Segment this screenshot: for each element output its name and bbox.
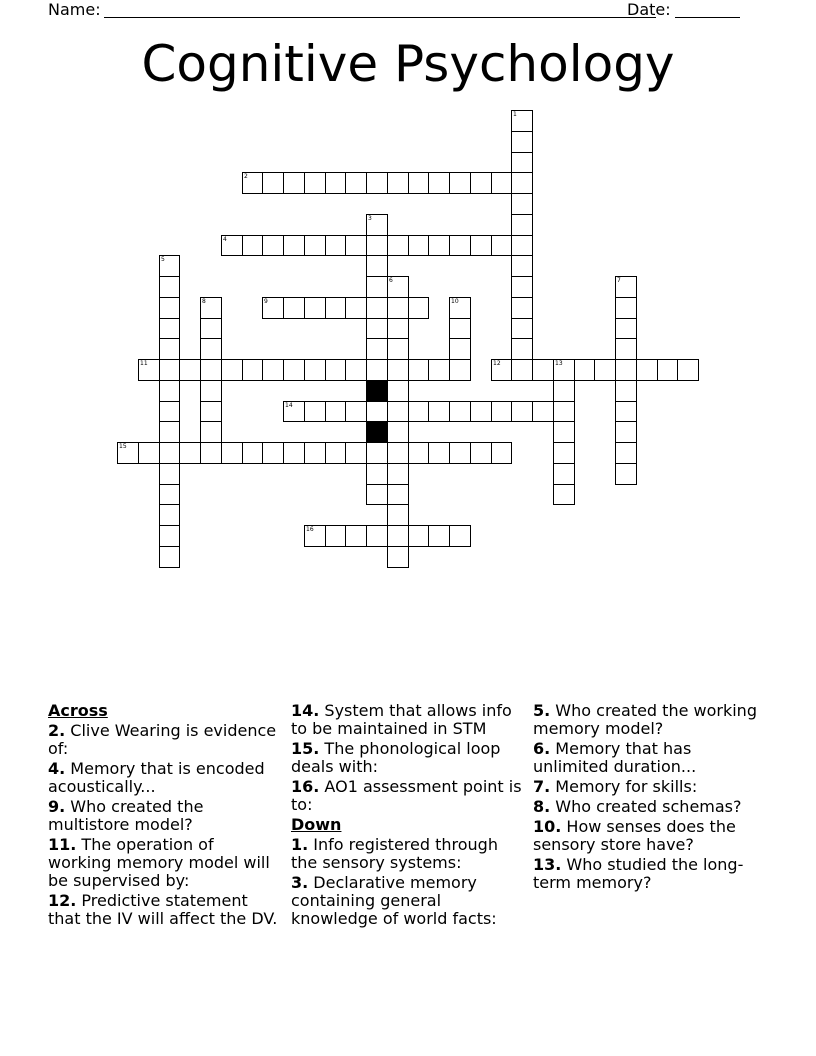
- grid-cell[interactable]: [449, 525, 471, 547]
- name-label: Name:: [48, 0, 101, 19]
- clue-number-label: 13.: [533, 855, 562, 874]
- grid-cell[interactable]: [428, 172, 450, 194]
- clue-text: Memory for skills:: [550, 777, 698, 796]
- clue-text: The operation of working memory model will be supervised by:: [48, 835, 270, 890]
- grid-cell[interactable]: [159, 525, 180, 547]
- clue-text: System that allows info to be maintained in STM: [291, 701, 512, 738]
- grid-cell[interactable]: [366, 338, 388, 360]
- grid-cell[interactable]: [615, 401, 637, 422]
- grid-cell[interactable]: [387, 380, 409, 402]
- clue-number: 1: [513, 111, 517, 118]
- grid-cell[interactable]: [408, 401, 429, 422]
- grid-cell[interactable]: [304, 401, 326, 422]
- grid-cell[interactable]: [262, 297, 284, 319]
- grid-cell[interactable]: [387, 401, 409, 422]
- grid-cell[interactable]: [366, 359, 388, 381]
- clue-item: [291, 874, 523, 928]
- grid-cell[interactable]: [387, 172, 409, 194]
- grid-cell[interactable]: [366, 463, 388, 485]
- grid-cell[interactable]: [491, 359, 512, 381]
- clues-column-1: [48, 702, 280, 930]
- grid-cell[interactable]: [304, 235, 326, 256]
- grid-cell[interactable]: [511, 131, 533, 153]
- grid-cell[interactable]: [345, 172, 367, 194]
- grid-cell[interactable]: [615, 297, 637, 319]
- grid-cell[interactable]: [179, 442, 201, 464]
- clue-text: Memory that is encoded acoustically...: [48, 759, 265, 796]
- clue-number-label: 2.: [48, 721, 66, 740]
- clue-item: [291, 702, 523, 738]
- grid-cell[interactable]: [532, 359, 554, 381]
- grid-cell[interactable]: [387, 421, 409, 443]
- grid-cell[interactable]: [159, 504, 180, 526]
- grid-cell[interactable]: [387, 359, 409, 381]
- grid-cell[interactable]: [511, 359, 533, 381]
- clue-number-label: 16.: [291, 777, 320, 796]
- clue-number-label: 7.: [533, 777, 551, 796]
- grid-cell[interactable]: [159, 421, 180, 443]
- grid-cell[interactable]: [511, 276, 533, 298]
- grid-cell[interactable]: [138, 359, 160, 381]
- grid-cell[interactable]: [387, 463, 409, 485]
- clue-item: [533, 740, 765, 776]
- grid-cell[interactable]: [366, 235, 388, 256]
- grid-cell[interactable]: [200, 318, 222, 339]
- grid-cell[interactable]: [553, 463, 575, 485]
- grid-cell[interactable]: [449, 401, 471, 422]
- clues-column-2: [291, 702, 523, 930]
- black-square: [366, 380, 388, 402]
- grid-cell[interactable]: [345, 359, 367, 381]
- grid-cell[interactable]: [283, 401, 305, 422]
- grid-cell[interactable]: [221, 235, 243, 256]
- clue-item: [291, 836, 523, 872]
- grid-cell[interactable]: [366, 484, 388, 505]
- grid-cell[interactable]: [449, 359, 471, 381]
- grid-cell[interactable]: [615, 359, 637, 381]
- grid-cell[interactable]: [553, 484, 575, 505]
- grid-cell[interactable]: [242, 442, 263, 464]
- grid-cell[interactable]: [657, 359, 678, 381]
- grid-cell[interactable]: [304, 297, 326, 319]
- grid-cell[interactable]: [470, 172, 492, 194]
- grid-cell[interactable]: [117, 442, 139, 464]
- grid-cell[interactable]: [408, 442, 429, 464]
- down-heading: Down: [291, 815, 342, 834]
- grid-cell[interactable]: [325, 359, 346, 381]
- grid-cell[interactable]: [470, 442, 492, 464]
- grid-cell[interactable]: [366, 214, 388, 236]
- grid-cell[interactable]: [387, 338, 409, 360]
- grid-cell[interactable]: [491, 401, 512, 422]
- clue-text: Who created schemas?: [550, 797, 742, 816]
- grid-cell[interactable]: [387, 484, 409, 505]
- grid-cell[interactable]: [574, 359, 595, 381]
- grid-cell[interactable]: [138, 442, 160, 464]
- grid-cell[interactable]: [179, 359, 201, 381]
- grid-cell[interactable]: [200, 401, 222, 422]
- grid-cell[interactable]: [262, 172, 284, 194]
- grid-cell[interactable]: [366, 172, 388, 194]
- grid-cell[interactable]: [511, 401, 533, 422]
- clue-number-label: 14.: [291, 701, 320, 720]
- grid-cell[interactable]: [532, 401, 554, 422]
- clue-text: Who created the working memory model?: [533, 701, 757, 738]
- grid-cell[interactable]: [615, 463, 637, 485]
- grid-cell[interactable]: [553, 380, 575, 402]
- clue-number: 13: [555, 360, 563, 367]
- clue-number: 9: [264, 298, 268, 305]
- grid-cell[interactable]: [304, 525, 326, 547]
- clue-item: [48, 722, 280, 758]
- grid-cell[interactable]: [159, 338, 180, 360]
- grid-cell[interactable]: [200, 380, 222, 402]
- clue-text: Declarative memory containing general knowledge of world facts:: [291, 873, 497, 928]
- grid-cell[interactable]: [491, 442, 512, 464]
- clue-text: Predictive statement that the IV will affect the DV.: [48, 891, 278, 928]
- clue-number-label: 8.: [533, 797, 551, 816]
- grid-cell[interactable]: [511, 110, 533, 132]
- grid-cell[interactable]: [221, 359, 243, 381]
- grid-cell[interactable]: [345, 525, 367, 547]
- grid-cell[interactable]: [387, 276, 409, 298]
- grid-cell[interactable]: [200, 442, 222, 464]
- across-heading: Across: [48, 701, 108, 720]
- clue-item: [48, 798, 280, 834]
- grid-cell[interactable]: [159, 463, 180, 485]
- clue-number: 5: [161, 256, 165, 263]
- black-square: [366, 421, 388, 443]
- grid-cell[interactable]: [159, 380, 180, 402]
- clue-item: [291, 778, 523, 814]
- grid-cell[interactable]: [408, 235, 429, 256]
- grid-cell[interactable]: [221, 442, 243, 464]
- grid-cell[interactable]: [449, 318, 471, 339]
- grid-cell[interactable]: [262, 442, 284, 464]
- grid-cell[interactable]: [449, 338, 471, 360]
- grid-cell[interactable]: [408, 525, 429, 547]
- grid-cell[interactable]: [159, 318, 180, 339]
- grid-cell[interactable]: [159, 359, 180, 381]
- grid-cell[interactable]: [242, 359, 263, 381]
- grid-cell[interactable]: [262, 359, 284, 381]
- clue-number: 4: [223, 236, 227, 243]
- clue-number: 6: [389, 277, 393, 284]
- grid-cell[interactable]: [262, 235, 284, 256]
- grid-cell[interactable]: [159, 276, 180, 298]
- grid-cell[interactable]: [242, 172, 263, 194]
- clue-number: 14: [285, 402, 293, 409]
- grid-cell[interactable]: [553, 442, 575, 464]
- grid-cell[interactable]: [283, 297, 305, 319]
- grid-cell[interactable]: [159, 297, 180, 319]
- clue-number-label: 6.: [533, 739, 551, 758]
- clue-number-label: 11.: [48, 835, 77, 854]
- grid-cell[interactable]: [283, 442, 305, 464]
- grid-cell[interactable]: [428, 525, 450, 547]
- grid-cell[interactable]: [159, 546, 180, 568]
- clue-number: 11: [140, 360, 148, 367]
- grid-cell[interactable]: [283, 235, 305, 256]
- grid-cell[interactable]: [594, 359, 616, 381]
- grid-cell[interactable]: [491, 235, 512, 256]
- grid-cell[interactable]: [615, 442, 637, 464]
- clue-item: [533, 818, 765, 854]
- grid-cell[interactable]: [511, 152, 533, 173]
- grid-cell[interactable]: [200, 359, 222, 381]
- grid-cell[interactable]: [242, 235, 263, 256]
- clue-item: [291, 740, 523, 776]
- grid-cell[interactable]: [387, 318, 409, 339]
- clue-number: 8: [202, 298, 206, 305]
- clue-number-label: 15.: [291, 739, 320, 758]
- grid-cell[interactable]: [366, 255, 388, 277]
- grid-cell[interactable]: [449, 235, 471, 256]
- grid-cell[interactable]: [449, 297, 471, 319]
- grid-cell[interactable]: [511, 235, 533, 256]
- grid-cell[interactable]: [159, 255, 180, 277]
- grid-cell[interactable]: [345, 235, 367, 256]
- grid-cell[interactable]: [677, 359, 699, 381]
- grid-cell[interactable]: [325, 401, 346, 422]
- clue-number: 2: [244, 173, 248, 180]
- grid-cell[interactable]: [511, 338, 533, 360]
- grid-cell[interactable]: [366, 401, 388, 422]
- grid-cell[interactable]: [408, 297, 429, 319]
- grid-cell[interactable]: [428, 442, 450, 464]
- clue-number: 3: [368, 215, 372, 222]
- grid-cell[interactable]: [428, 401, 450, 422]
- grid-cell[interactable]: [511, 255, 533, 277]
- grid-cell[interactable]: [366, 318, 388, 339]
- clue-text: Info registered through the sensory systems:: [291, 835, 498, 872]
- grid-cell[interactable]: [553, 421, 575, 443]
- grid-cell[interactable]: [511, 172, 533, 194]
- grid-cell[interactable]: [615, 421, 637, 443]
- grid-cell[interactable]: [387, 297, 409, 319]
- grid-cell[interactable]: [366, 525, 388, 547]
- clue-number: 7: [617, 277, 621, 284]
- clue-number-label: 9.: [48, 797, 66, 816]
- clue-number-label: 5.: [533, 701, 551, 720]
- clue-number-label: 10.: [533, 817, 562, 836]
- clue-item: [533, 856, 765, 892]
- clue-item: [48, 836, 280, 890]
- clue-number-label: 12.: [48, 891, 77, 910]
- clue-number: 12: [493, 360, 501, 367]
- grid-cell[interactable]: [325, 235, 346, 256]
- grid-cell[interactable]: [387, 235, 409, 256]
- clues-column-3: [533, 702, 765, 894]
- grid-cell[interactable]: [345, 401, 367, 422]
- clue-text: AO1 assessment point is to:: [291, 777, 522, 814]
- clue-number: 15: [119, 443, 127, 450]
- page-title: Cognitive Psychology: [141, 35, 675, 93]
- date-label: Date:: [627, 0, 671, 19]
- clue-text: Who studied the long-term memory?: [533, 855, 744, 892]
- clue-number-label: 1.: [291, 835, 309, 854]
- grid-cell[interactable]: [408, 359, 429, 381]
- clue-text: Who created the multistore model?: [48, 797, 204, 834]
- grid-cell[interactable]: [159, 484, 180, 505]
- clue-item: [533, 798, 765, 816]
- grid-cell[interactable]: [366, 276, 388, 298]
- grid-cell[interactable]: [449, 172, 471, 194]
- grid-cell[interactable]: [428, 235, 450, 256]
- clue-text: Clive Wearing is evidence of:: [48, 721, 277, 758]
- grid-cell[interactable]: [636, 359, 658, 381]
- grid-cell[interactable]: [283, 172, 305, 194]
- grid-cell[interactable]: [304, 442, 326, 464]
- grid-cell[interactable]: [615, 380, 637, 402]
- clue-number: 10: [451, 298, 459, 305]
- grid-cell[interactable]: [615, 276, 637, 298]
- grid-cell[interactable]: [387, 546, 409, 568]
- grid-cell[interactable]: [511, 214, 533, 236]
- clue-number-label: 4.: [48, 759, 66, 778]
- grid-cell[interactable]: [283, 359, 305, 381]
- grid-cell[interactable]: [200, 421, 222, 443]
- grid-cell[interactable]: [449, 442, 471, 464]
- grid-cell[interactable]: [366, 442, 388, 464]
- grid-cell[interactable]: [325, 172, 346, 194]
- grid-cell[interactable]: [553, 359, 575, 381]
- grid-cell[interactable]: [304, 359, 326, 381]
- grid-cell[interactable]: [511, 193, 533, 215]
- clue-item: [533, 778, 765, 796]
- clue-text: Memory that has unlimited duration...: [533, 739, 697, 776]
- grid-cell[interactable]: [470, 401, 492, 422]
- grid-cell[interactable]: [470, 235, 492, 256]
- grid-cell[interactable]: [200, 297, 222, 319]
- grid-cell[interactable]: [159, 401, 180, 422]
- grid-cell[interactable]: [345, 297, 367, 319]
- grid-cell[interactable]: [387, 504, 409, 526]
- clue-number: 16: [306, 526, 314, 533]
- grid-cell[interactable]: [511, 297, 533, 319]
- grid-cell[interactable]: [387, 525, 409, 547]
- grid-cell[interactable]: [491, 172, 512, 194]
- clue-number-label: 3.: [291, 873, 309, 892]
- grid-cell[interactable]: [408, 172, 429, 194]
- grid-cell[interactable]: [511, 318, 533, 339]
- clue-item: [48, 760, 280, 796]
- grid-cell[interactable]: [159, 442, 180, 464]
- grid-cell[interactable]: [387, 442, 409, 464]
- grid-cell[interactable]: [366, 297, 388, 319]
- grid-cell[interactable]: [325, 297, 346, 319]
- grid-cell[interactable]: [345, 442, 367, 464]
- grid-cell[interactable]: [428, 359, 450, 381]
- clue-item: [48, 892, 280, 928]
- grid-cell[interactable]: [200, 338, 222, 360]
- grid-cell[interactable]: [325, 442, 346, 464]
- clue-text: The phonological loop deals with:: [291, 739, 501, 776]
- grid-cell[interactable]: [615, 318, 637, 339]
- clue-item: [533, 702, 765, 738]
- grid-cell[interactable]: [304, 172, 326, 194]
- clue-text: How senses does the sensory store have?: [533, 817, 736, 854]
- grid-cell[interactable]: [325, 525, 346, 547]
- grid-cell[interactable]: [553, 401, 575, 422]
- grid-cell[interactable]: [615, 338, 637, 360]
